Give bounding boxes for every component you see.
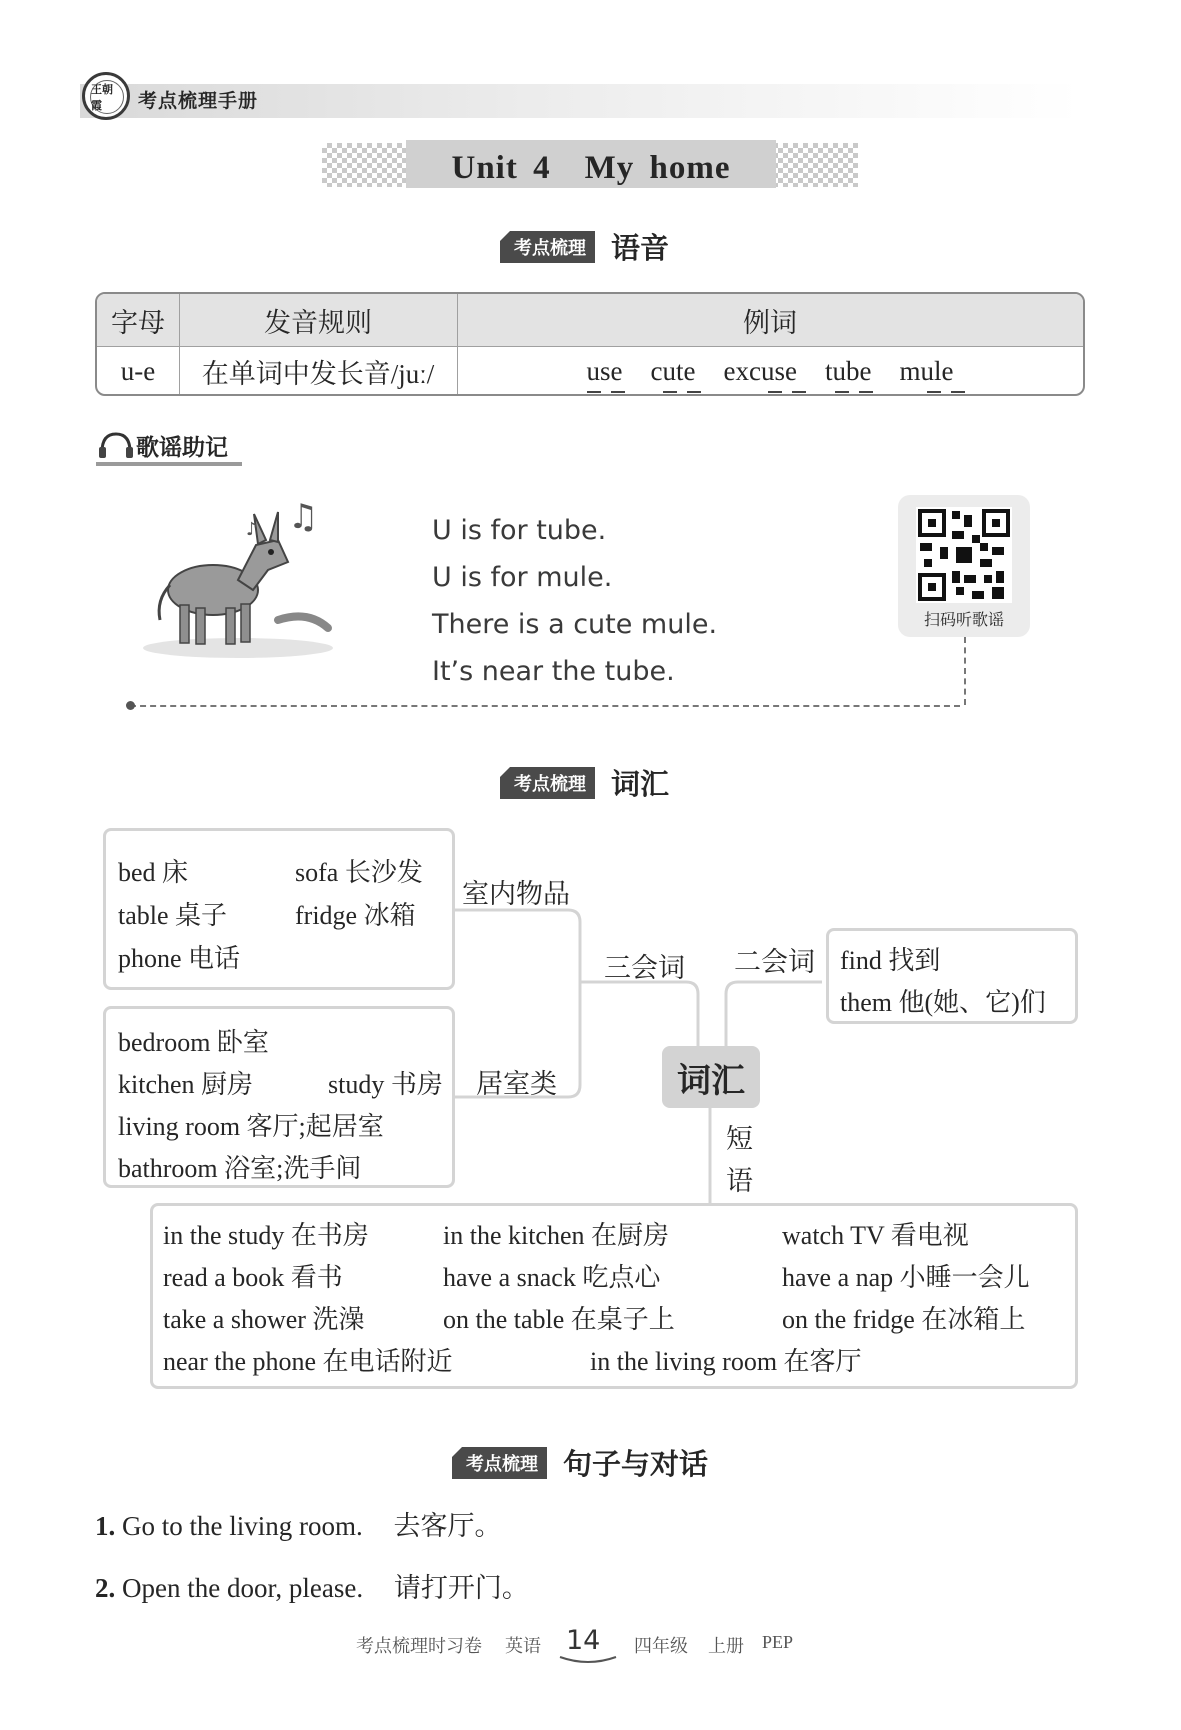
- phrase-item: on the fridge 在冰箱上: [782, 1305, 1026, 1334]
- vocab-item: bathroom 浴室;洗手间: [118, 1154, 362, 1183]
- phrase-item: have a nap 小睡一会儿: [782, 1263, 1030, 1292]
- vocab-item: table 桌子: [118, 901, 228, 930]
- phrase-item: in the study 在书房: [163, 1221, 369, 1250]
- example-word: cute: [651, 356, 696, 387]
- chant-line: There is a cute mule.: [432, 609, 718, 640]
- sentence-chinese: 请打开门。: [393, 1573, 529, 1603]
- category-rooms: 居室类: [476, 1069, 557, 1099]
- table-cell-rule: 在单词中发长音/juː/: [201, 358, 435, 389]
- mindmap-center: 词汇: [662, 1046, 760, 1108]
- footer-series: 考点梳理时习卷: [356, 1636, 482, 1656]
- example-word: use: [587, 356, 623, 387]
- vocab-item: fridge 冰箱: [295, 901, 416, 930]
- chant-line: U is for mule.: [432, 562, 613, 593]
- vocab-item: kitchen 厨房: [118, 1070, 254, 1099]
- phrase-item: have a snack 吃点心: [443, 1263, 661, 1292]
- vocab-item: bedroom 卧室: [118, 1028, 269, 1057]
- phrase-item: watch TV 看电视: [782, 1221, 969, 1250]
- sentence-1: [95, 1504, 501, 1543]
- sentence-chinese: 去客厅。: [393, 1511, 502, 1541]
- vocab-item: find 找到: [840, 946, 941, 975]
- vocab-item: bed 床: [118, 858, 189, 887]
- vocab-item: living room 客厅;起居室: [118, 1112, 384, 1141]
- table-header-examples: 例词: [743, 307, 797, 338]
- chant-label: 歌谣助记: [136, 434, 228, 461]
- table-header-letter: 字母: [111, 307, 165, 338]
- footer-subject: 英语: [505, 1636, 541, 1656]
- section-tag: 考点梳理: [452, 1447, 547, 1479]
- section-head-sentences: [452, 1442, 708, 1483]
- svg-text:♪: ♪: [246, 519, 258, 540]
- table-header-rule: 发音规则: [264, 307, 372, 338]
- example-word: mule: [899, 356, 953, 387]
- logo-text: 王朝霞: [90, 80, 124, 114]
- sentence-number: 1.: [95, 1511, 116, 1541]
- phrase-item: near the phone 在电话附近: [163, 1347, 453, 1376]
- footer-term: 上册: [708, 1636, 744, 1656]
- sentence-english: Go to the living room.: [122, 1511, 363, 1541]
- footer-edition: PEP: [762, 1632, 794, 1652]
- footer-grade: 四年级: [634, 1636, 688, 1656]
- phrase-item: in the kitchen 在厨房: [443, 1221, 670, 1250]
- table-cell-letter: u-e: [120, 355, 156, 386]
- sentence-english: Open the door, please.: [122, 1573, 364, 1603]
- section-title: 句子与对话: [563, 1447, 709, 1481]
- vocab-item: them 他(她、它)们: [840, 988, 1046, 1017]
- example-word: tube: [825, 356, 872, 387]
- section-tag: 考点梳理: [500, 767, 595, 799]
- qr-label: 扫码听歌谣: [923, 610, 1004, 629]
- phrase-item: read a book 看书: [163, 1263, 343, 1292]
- category-indoor: 室内物品: [462, 879, 570, 909]
- branch-erhui: 二会词: [734, 947, 815, 977]
- svg-text:♫: ♫: [288, 500, 319, 537]
- vocab-item: study 书房: [328, 1070, 443, 1099]
- section-tag: 考点梳理: [500, 231, 595, 263]
- sentence-2: [95, 1566, 529, 1605]
- sentence-number: 2.: [95, 1573, 116, 1603]
- section-title: 词汇: [611, 767, 670, 801]
- handbook-title: 考点梳理手册: [138, 91, 259, 112]
- page-number: 14: [566, 1625, 601, 1656]
- chant-line: U is for tube.: [432, 515, 607, 546]
- branch-sanhui: 三会词: [604, 953, 685, 983]
- chant-line: It’s near the tube.: [432, 656, 675, 687]
- vocab-item: phone 电话: [118, 944, 241, 973]
- phrase-item: take a shower 洗澡: [163, 1305, 365, 1334]
- phrase-item: in the living room 在客厅: [590, 1347, 862, 1376]
- vocab-item: sofa 长沙发: [295, 858, 423, 887]
- section-title: 语音: [611, 231, 670, 265]
- branch-phrases: 短语: [726, 1124, 753, 1196]
- example-word: excuse: [724, 356, 797, 387]
- phrase-item: on the table 在桌子上: [443, 1305, 675, 1334]
- page-number-decoration: [558, 1655, 618, 1667]
- unit-title: Unit 4 My home: [406, 140, 776, 188]
